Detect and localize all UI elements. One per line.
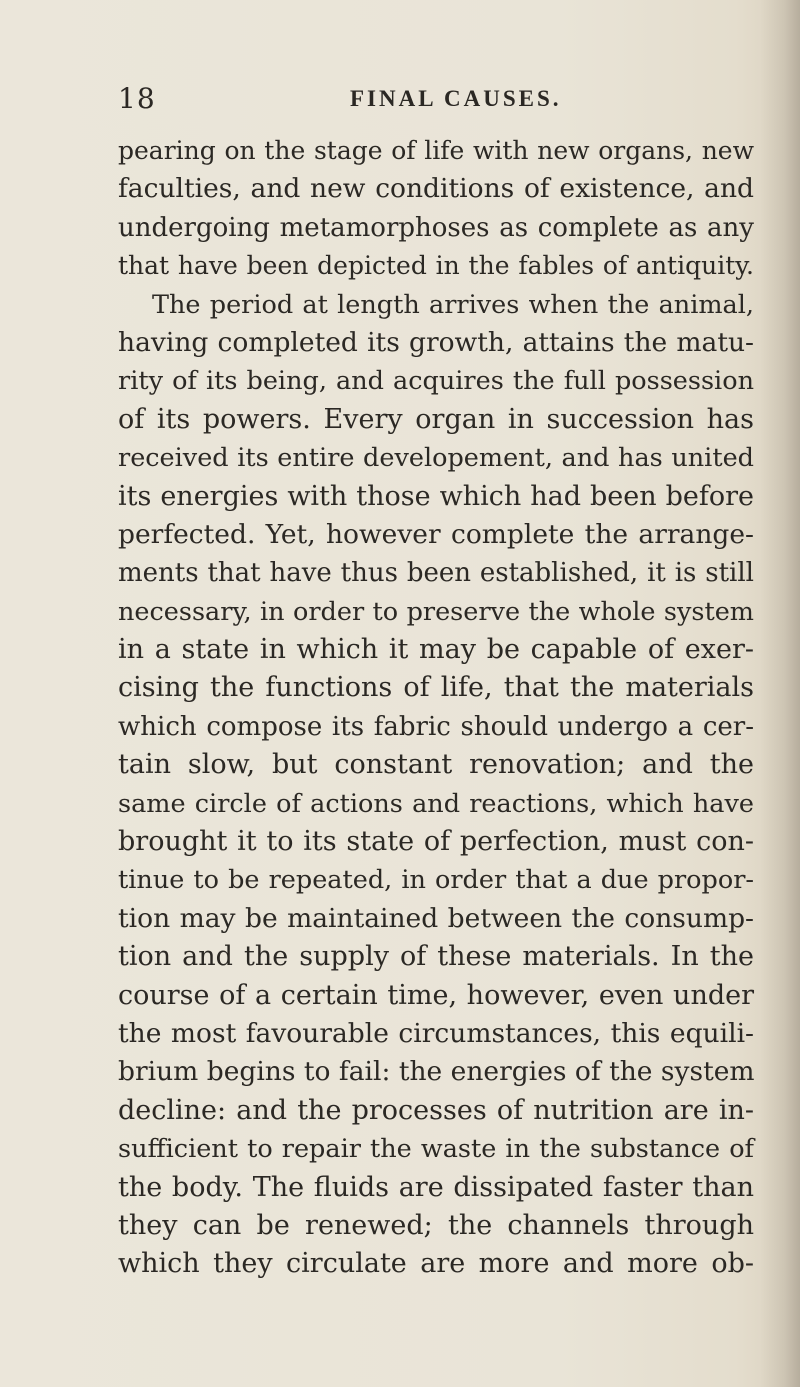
- body-text: [118, 132, 754, 1284]
- text-line: cising the functions of life, that the materials: [118, 672, 754, 704]
- text-line: faculties, and new conditions of existence, and: [118, 173, 754, 205]
- text-line: tinue to be repeated, in order that a due propor-: [118, 865, 754, 896]
- text-line: received its entire developement, and has united: [118, 443, 754, 474]
- page-edge-shadow: [760, 0, 800, 1387]
- text-line: tion and the supply of these materials. In the: [118, 941, 754, 973]
- text-line: The period at length arrives when the animal,: [152, 289, 754, 320]
- text-line: brium begins to fail: the energies of the system: [118, 1056, 755, 1088]
- text-line: the most favourable circumstances, this equili-: [118, 1017, 754, 1049]
- text-line: that have been depicted in the fables of antiquity.: [118, 251, 754, 281]
- text-line: perfected. Yet, however complete the arrange-: [118, 518, 754, 550]
- text-line: its energies with those which had been before: [118, 480, 754, 512]
- text-line: tain slow, but constant renovation; and the: [118, 749, 754, 781]
- text-line: undergoing metamorphoses as complete as any: [118, 212, 754, 243]
- text-line: in a state in which it may be capable of exer-: [118, 634, 754, 666]
- text-line: which compose its fabric should undergo a cer-: [118, 711, 754, 742]
- page-header: [118, 82, 758, 122]
- running-head: FINAL CAUSES.: [350, 86, 562, 111]
- text-line: decline: and the processes of nutrition are in-: [118, 1094, 754, 1126]
- text-line: which they circulate are more and more ob-: [118, 1248, 754, 1280]
- text-line: they can be renewed; the channels through: [118, 1209, 754, 1241]
- text-line: necessary, in order to preserve the whole system: [118, 596, 754, 627]
- page-number: 18: [118, 82, 156, 115]
- text-line: brought it to its state of perfection, must con-: [118, 826, 754, 858]
- text-line: of its powers. Every organ in succession has: [118, 403, 754, 435]
- text-line: sufficient to repair the waste in the substance of: [118, 1134, 754, 1165]
- text-line: tion may be maintained between the consump-: [118, 902, 754, 934]
- text-line: rity of its being, and acquires the full possession: [118, 366, 754, 397]
- text-line: course of a certain time, however, even under: [118, 979, 754, 1011]
- text-line: the body. The fluids are dissipated faster than: [118, 1171, 754, 1203]
- text-line: same circle of actions and reactions, which have: [118, 788, 754, 819]
- text-line: ments that have thus been established, it is still: [118, 558, 754, 589]
- text-line: having completed its growth, attains the matu-: [118, 326, 754, 358]
- text-line: pearing on the stage of life with new organs, new: [118, 136, 754, 165]
